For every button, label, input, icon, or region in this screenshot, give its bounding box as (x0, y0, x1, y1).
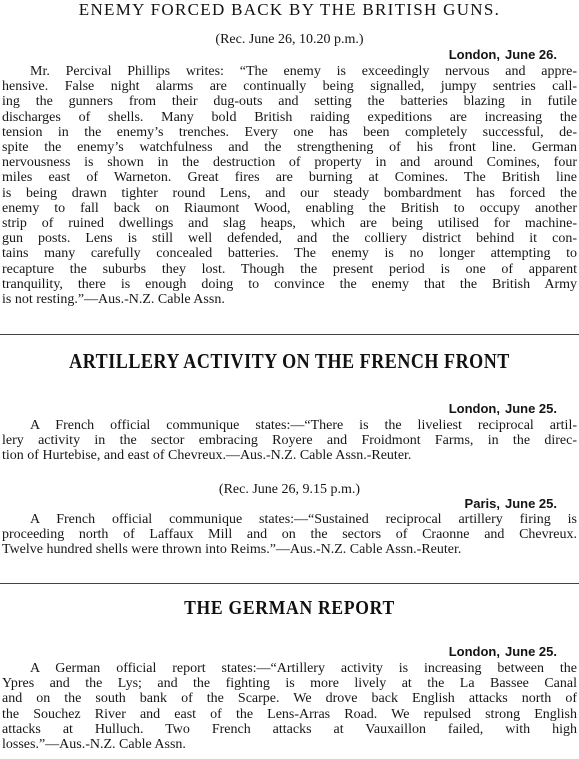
text-line: lery activity in the sector embracing Royere and Froidmont Farms, in the direc- (2, 433, 577, 449)
text-line: Twelve hundred shells were thrown into Reims.”—Aus.-N.Z. Cable Assn.-Reuter. (2, 542, 462, 558)
text-line: tains many carefully concealed batteries. The enemy is no longer attempting to (2, 246, 577, 262)
text-line: Ypres and the Lys; and the fighting is more lively at the La Bassee Canal (2, 676, 577, 692)
article-1-headline: ENEMY FORCED BACK BY THE BRITISH GUNS. (78, 0, 501, 19)
text-line: nervousness is shown in the destruction of property in and around Comines, four (2, 155, 577, 171)
article-2-dateline-2-city: Paris, (464, 496, 500, 511)
article-2-dateline-1 (449, 401, 557, 416)
text-line: spite the enemy’s watchfulness and the strengthening of his front line. German (2, 140, 577, 156)
text-line: is not resting.”—Aus.-N.Z. Cable Assn. (2, 292, 225, 308)
article-2-paragraph-2 (2, 512, 577, 558)
text-line: discharges of shells. Many bold British raiding expeditions are increasing the (2, 109, 577, 125)
article-2-dateline-1-date: June 25. (504, 401, 557, 416)
article-2-dateline-1-city: London, (448, 401, 500, 416)
text-line: the Souchez River and east of the Lens-Arras Road. We repulsed strong English (2, 706, 577, 722)
article-2-paragraph-1 (2, 418, 577, 464)
text-line: gun posts. Lens is still well defended, and the colliery district behind it con- (2, 231, 577, 247)
text-line: A French official communique states:—“There is the liveliest reciprocal artil- (30, 418, 577, 433)
text-line: recapture the suburbs they lost. Though the present period is one of apparent (2, 261, 577, 277)
text-line: and on the south bank of the Scarpe. We drove back English attacks north of (2, 691, 577, 707)
article-2-headline: ARTILLERY ACTIVITY ON THE FRENCH FRONT (69, 349, 510, 373)
article-1-body (2, 64, 577, 307)
text-line: tion of Hurtebise, and east of Chevreux.—Aus.-N.Z. Cable Assn.-Reuter. (2, 448, 412, 464)
article-1-dateline-date: June 26. (504, 47, 557, 62)
article-2-received-note: (Rec. June 26, 9.15 p.m.) (218, 482, 361, 497)
article-3-body (2, 661, 577, 752)
section-divider (0, 583, 579, 584)
article-3-dateline-city: London, (448, 644, 500, 659)
text-line: A German official report states:—“Artillery activity is increasing between the (30, 661, 577, 676)
article-3-dateline-date: June 25. (504, 644, 557, 659)
text-line: ing the gunners from their dug-outs and setting the batteries blazing in futile (2, 94, 577, 110)
text-line: tranquility, there is enough doing to convince the enemy that the British Army (2, 276, 577, 292)
section-divider (0, 334, 579, 335)
article-1-dateline (449, 47, 557, 62)
article-1-dateline-city: London, (448, 47, 500, 62)
article-2-dateline-2 (465, 496, 557, 511)
text-line: Mr. Percival Phillips writes: “The enemy is exceedingly nervous and appre- (30, 64, 577, 79)
article-1-received-note: (Rec. June 26, 10.20 p.m.) (215, 32, 364, 47)
article-3-headline: THE GERMAN REPORT (184, 597, 395, 619)
text-line: attacks at Hulluch. Two French attacks at Vauxaillon failed, with high (2, 721, 577, 737)
article-3-dateline (449, 644, 557, 659)
text-line: tension in the enemy’s trenches. Every one has been completely successful, de- (2, 124, 577, 140)
text-line: miles east of Warneton. Great fires are burning at Comines. The British line (2, 170, 577, 186)
text-line: A French official communique states:—“Sustained reciprocal artillery firing is (30, 512, 577, 527)
text-line: proceeding north of Laffaux Mill and on the sectors of Craonne and Chevreux. (2, 527, 577, 543)
text-line: enemy to fall back on Riaumont Wood, enabling the British to occupy another (2, 200, 577, 216)
text-line: strip of ruined dwellings and slag heaps, which are being utilised for machine- (2, 216, 577, 232)
text-line: is being drawn tighter round Lens, and our steady bombardment has forced the (2, 185, 577, 201)
article-2-dateline-2-date: June 25. (504, 496, 557, 511)
text-line: hensive. False night alarms are continually being signalled, jumpy sentries call- (2, 79, 577, 95)
text-line: losses.”—Aus.-N.Z. Cable Assn. (2, 737, 186, 753)
